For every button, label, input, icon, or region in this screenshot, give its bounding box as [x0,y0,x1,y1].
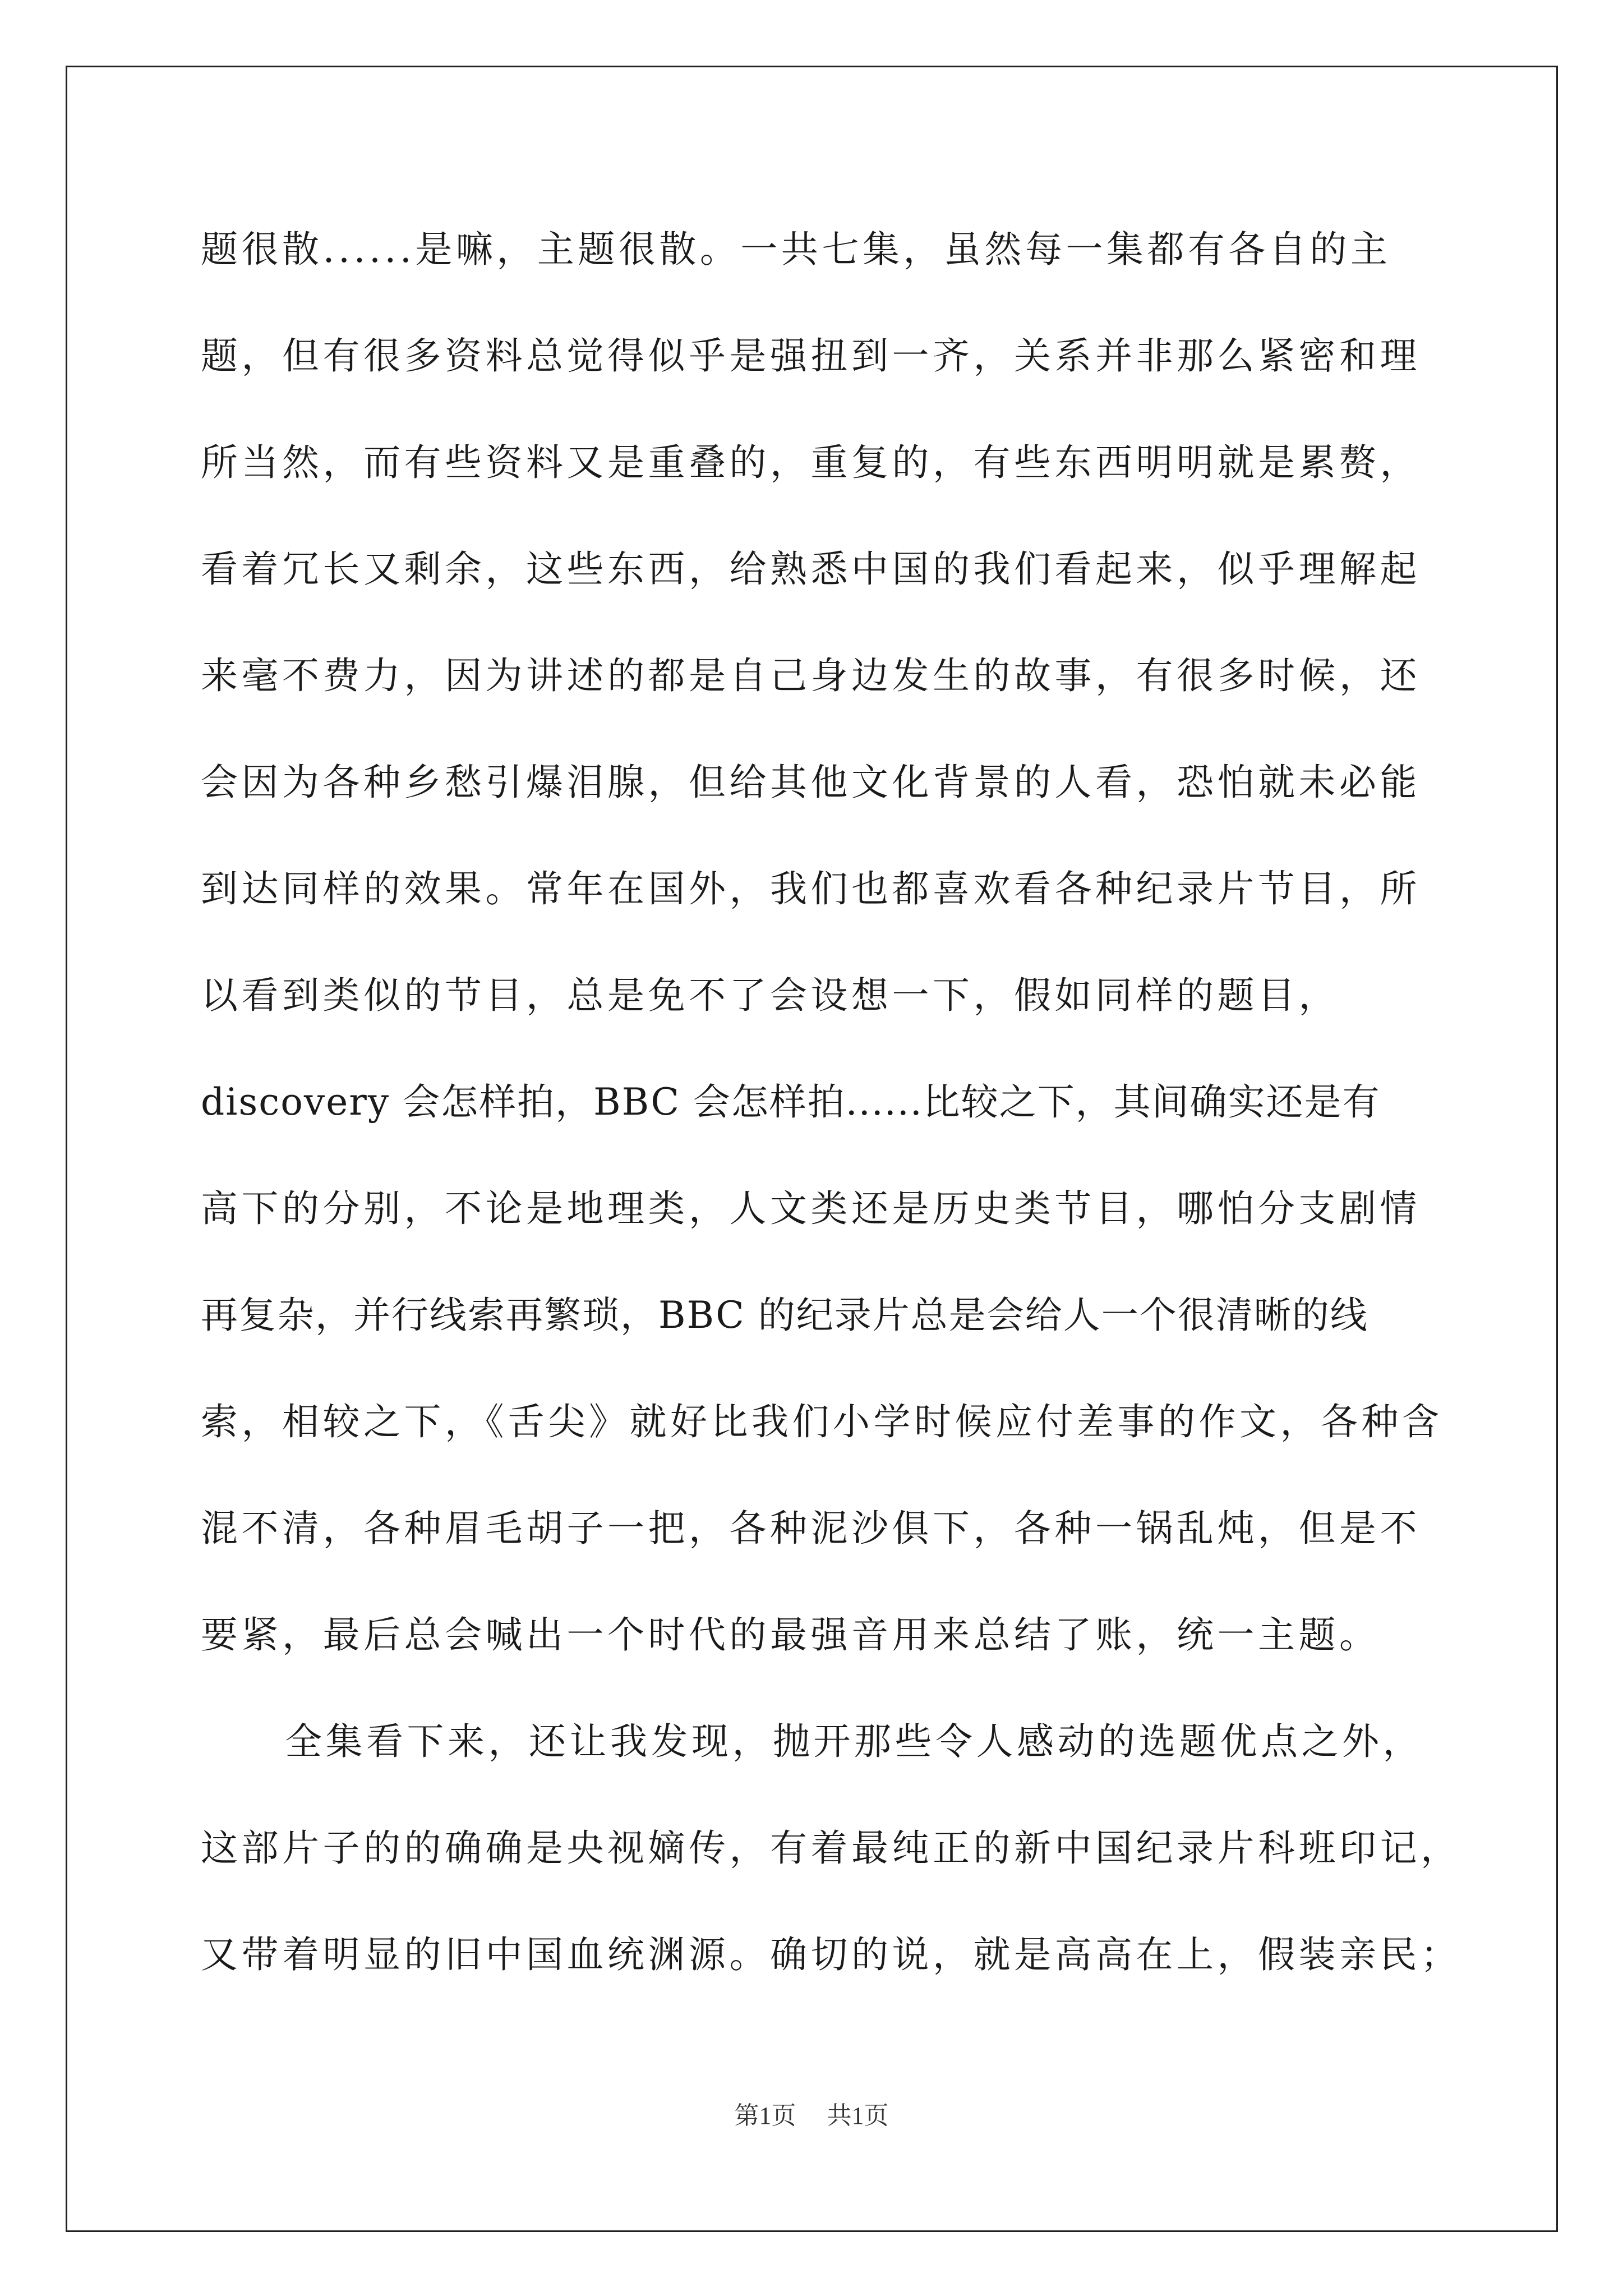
text-line: 题很散......是嘛，主题很散。一共七集，虽然每一集都有各自的主 [201,228,1391,271]
text-line: 又带着明显的旧中国血统渊源。确切的说，就是高高在上，假装亲民； [201,1933,1461,1976]
document-body [201,222,1461,2033]
paragraph-first-line: 全集看下来，还让我发现，抛开那些令人感动的选题优点之外， [285,1720,1423,1763]
text-line: 这部片子的的确确是央视嫡传，有着最纯正的新中国纪录片科班印记， [201,1826,1461,1870]
text-line: 题，但有很多资料总觉得似乎是强扭到一齐，关系并非那么紧密和理 [201,334,1421,378]
text-line: 会因为各种乡愁引爆泪腺，但给其他文化背景的人看，恐怕就未必能 [201,761,1421,804]
text-line: 所当然，而有些资料又是重叠的，重复的，有些东西明明就是累赘， [201,441,1421,484]
text-line: discovery 会怎样拍，BBC 会怎样拍......比较之下，其间确实还是有 [201,1080,1381,1124]
text-line: 来毫不费力，因为讲述的都是自己身边发生的故事，有很多时候，还 [201,654,1421,697]
text-line: 混不清，各种眉毛胡子一把，各种泥沙俱下，各种一锅乱炖，但是不 [201,1507,1421,1550]
text-line: 索，相较之下，《舌尖》就好比我们小学时候应付差事的作文，各种含 [201,1400,1443,1443]
text-line: 看着冗长又剩余，这些东西，给熟悉中国的我们看起来，似乎理解起 [201,547,1421,591]
page-footer [0,2095,1623,2131]
text-line: 以看到类似的节目，总是免不了会设想一下，假如同样的题目， [201,974,1339,1017]
page-number: 第1页 [734,2102,796,2129]
text-line: 高下的分别，不论是地理类，人文类还是历史类节目，哪怕分支剧情 [201,1187,1421,1230]
text-line: 到达同样的效果。常年在国外，我们也都喜欢看各种纪录片节目，所 [201,867,1421,910]
text-line: 再复杂，并行线索再繁琐，BBC 的纪录片总是会给人一个很清晰的线 [201,1294,1368,1337]
page-total: 共1页 [827,2102,889,2129]
text-line: 要紧，最后总会喊出一个时代的最强音用来总结了账，统一主题。 [201,1613,1380,1657]
